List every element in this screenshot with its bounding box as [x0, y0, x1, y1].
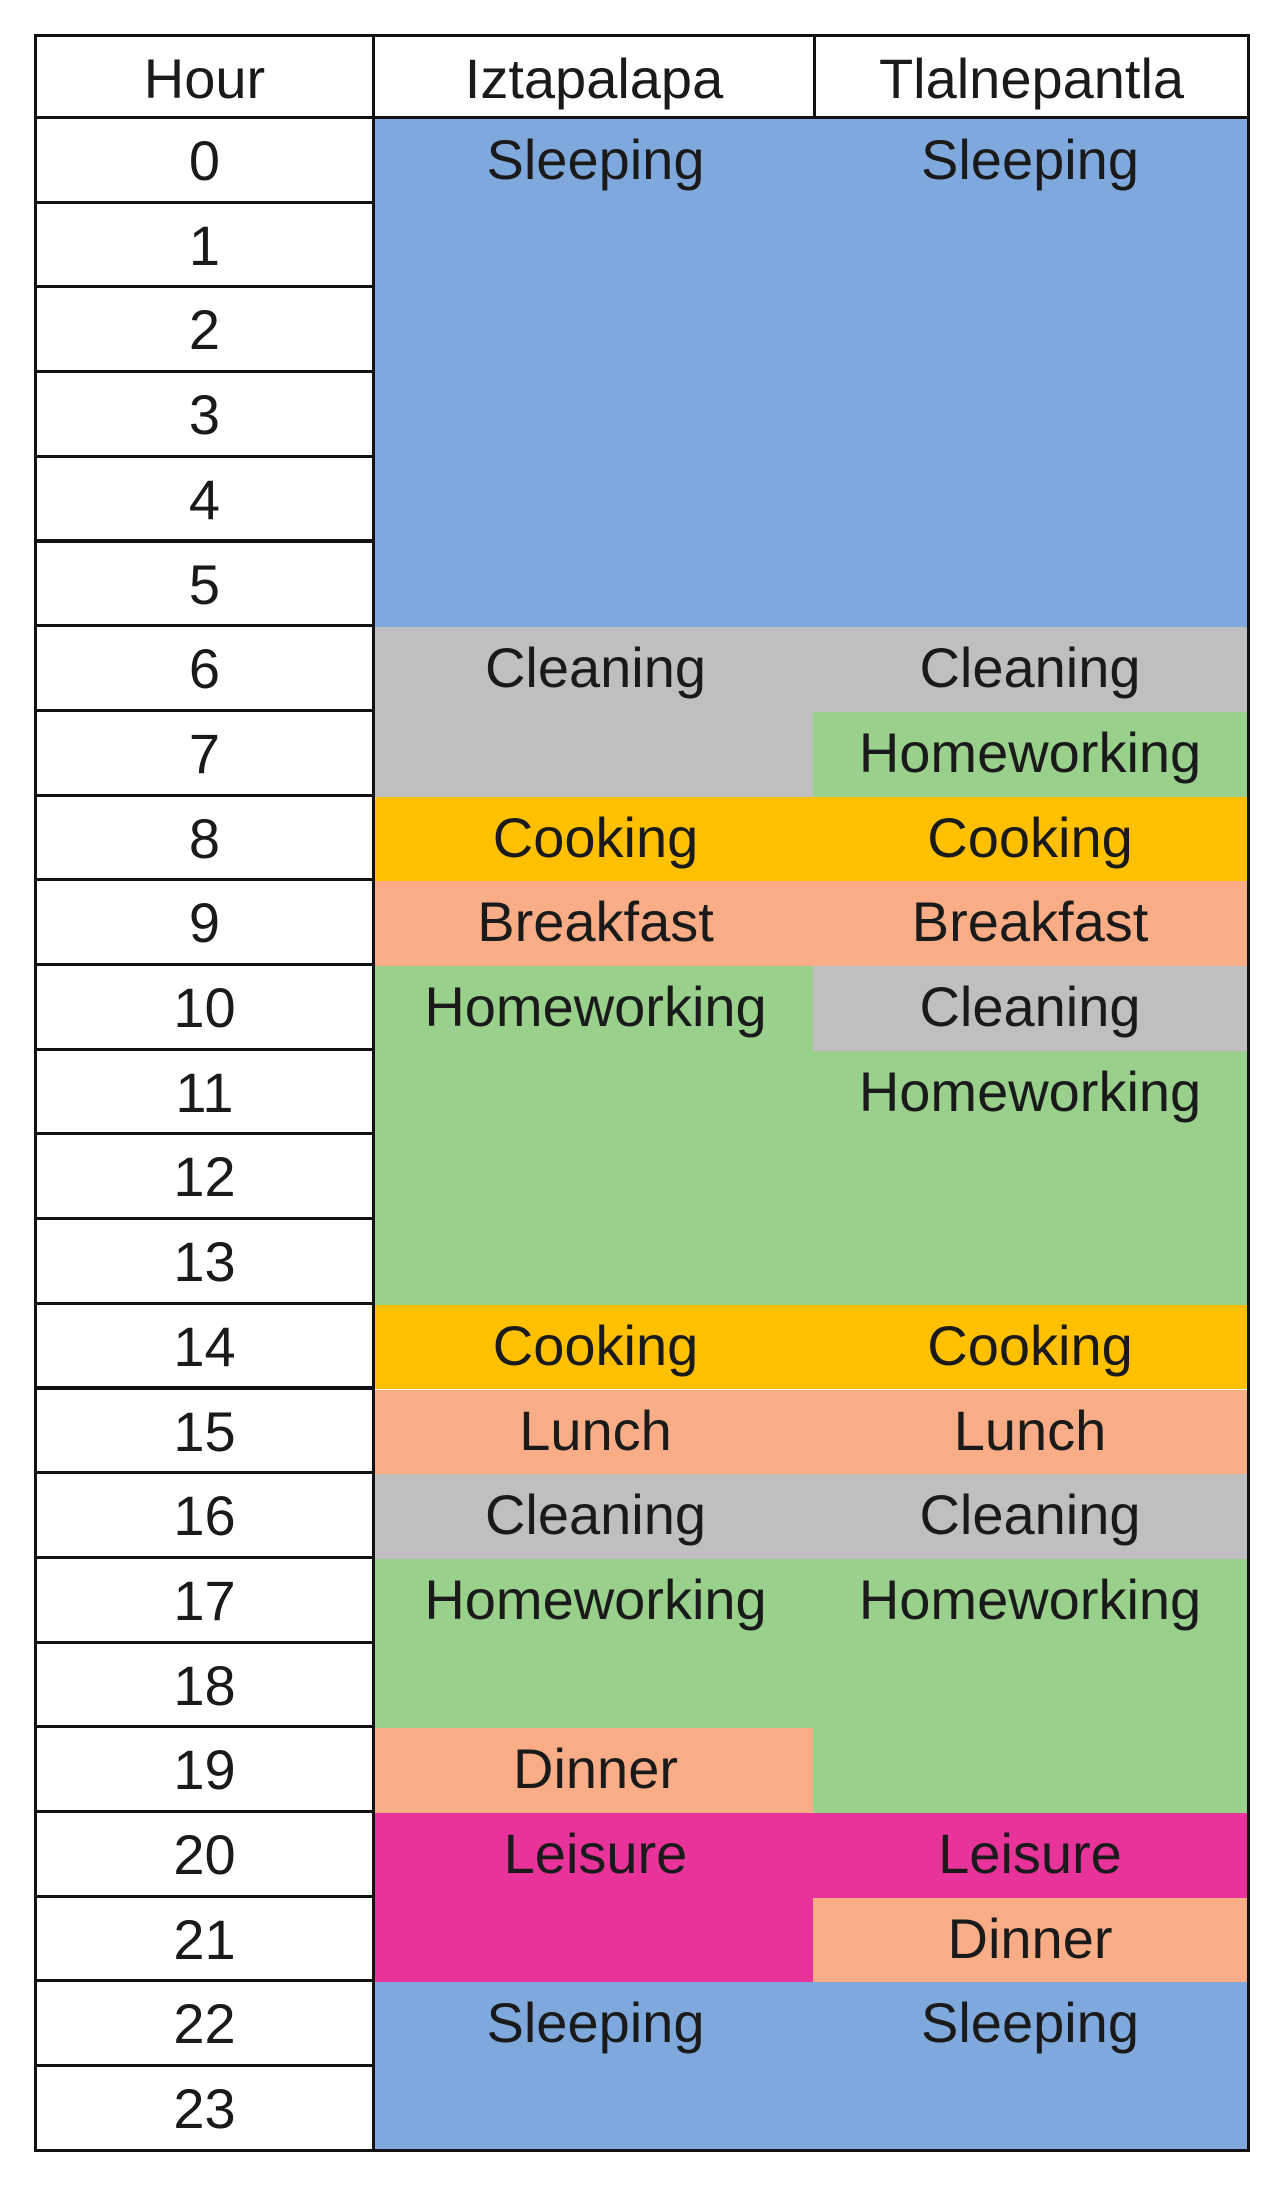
hour-cell: 2 [34, 285, 375, 373]
iztapalapa-activity-block: Cleaning [375, 1474, 816, 1559]
iztapalapa-activity-block: Cleaning [375, 627, 816, 796]
iztapalapa-activity-block: Lunch [375, 1390, 816, 1475]
hour-cell: 8 [34, 794, 375, 882]
hour-cell: 10 [34, 963, 375, 1051]
iztapalapa-activity-block: Dinner [375, 1728, 816, 1813]
tlalnepantla-activity-block: Leisure [813, 1813, 1247, 1898]
iztapalapa-activity-block: Breakfast [375, 881, 816, 966]
hour-cell: 12 [34, 1132, 375, 1220]
hour-cell: 7 [34, 709, 375, 797]
hour-cell: 22 [34, 1979, 375, 2067]
tlalnepantla-activity-block: Dinner [813, 1898, 1247, 1983]
hour-cell: 6 [34, 624, 375, 712]
hour-cell: 5 [34, 540, 375, 628]
tlalnepantla-activity-block: Cleaning [813, 966, 1247, 1051]
iztapalapa-activity-block: Cooking [375, 797, 816, 882]
iztapalapa-activity-block: Sleeping [375, 119, 816, 627]
tlalnepantla-activity-block: Sleeping [813, 119, 1247, 627]
tlalnepantla-activity-block: Cooking [813, 797, 1247, 882]
iztapalapa-activity-block: Homeworking [375, 1559, 816, 1728]
hour-cell: 4 [34, 455, 375, 543]
iztapalapa-activity-block: Homeworking [375, 966, 816, 1305]
iztapalapa-activity-block: Leisure [375, 1813, 816, 1982]
hour-cell: 19 [34, 1725, 375, 1813]
tlalnepantla-activity-block: Homeworking [813, 1559, 1247, 1813]
iztapalapa-activity-block: Cooking [375, 1305, 816, 1390]
hour-cell: 9 [34, 878, 375, 966]
tlalnepantla-activity-block: Cooking [813, 1305, 1247, 1390]
tlalnepantla-activity-block: Sleeping [813, 1982, 1247, 2151]
hour-cell: 20 [34, 1810, 375, 1898]
header-iztapalapa: Iztapalapa [372, 34, 816, 119]
hour-cell: 14 [34, 1302, 375, 1390]
hour-cell: 1 [34, 201, 375, 289]
hour-cell: 23 [34, 2064, 375, 2152]
hour-cell: 18 [34, 1641, 375, 1729]
hour-cell: 3 [34, 370, 375, 458]
tlalnepantla-activity-block: Homeworking [813, 712, 1247, 797]
tlalnepantla-activity-block: Homeworking [813, 1051, 1247, 1305]
hour-cell: 0 [34, 116, 375, 204]
activity-schedule-table [34, 34, 1250, 2152]
iztapalapa-activity-block: Sleeping [375, 1982, 816, 2151]
hour-cell: 13 [34, 1217, 375, 1305]
header-hour: Hour [34, 34, 375, 119]
hour-cell: 11 [34, 1048, 375, 1136]
tlalnepantla-activity-block: Lunch [813, 1390, 1247, 1475]
tlalnepantla-activity-block: Cleaning [813, 1474, 1247, 1559]
hour-cell: 21 [34, 1895, 375, 1983]
tlalnepantla-activity-block: Cleaning [813, 627, 1247, 712]
hour-cell: 15 [34, 1387, 375, 1475]
hour-cell: 17 [34, 1556, 375, 1644]
header-tlalnepantla: Tlalnepantla [813, 34, 1250, 119]
tlalnepantla-activity-block: Breakfast [813, 881, 1247, 966]
hour-cell: 16 [34, 1471, 375, 1559]
